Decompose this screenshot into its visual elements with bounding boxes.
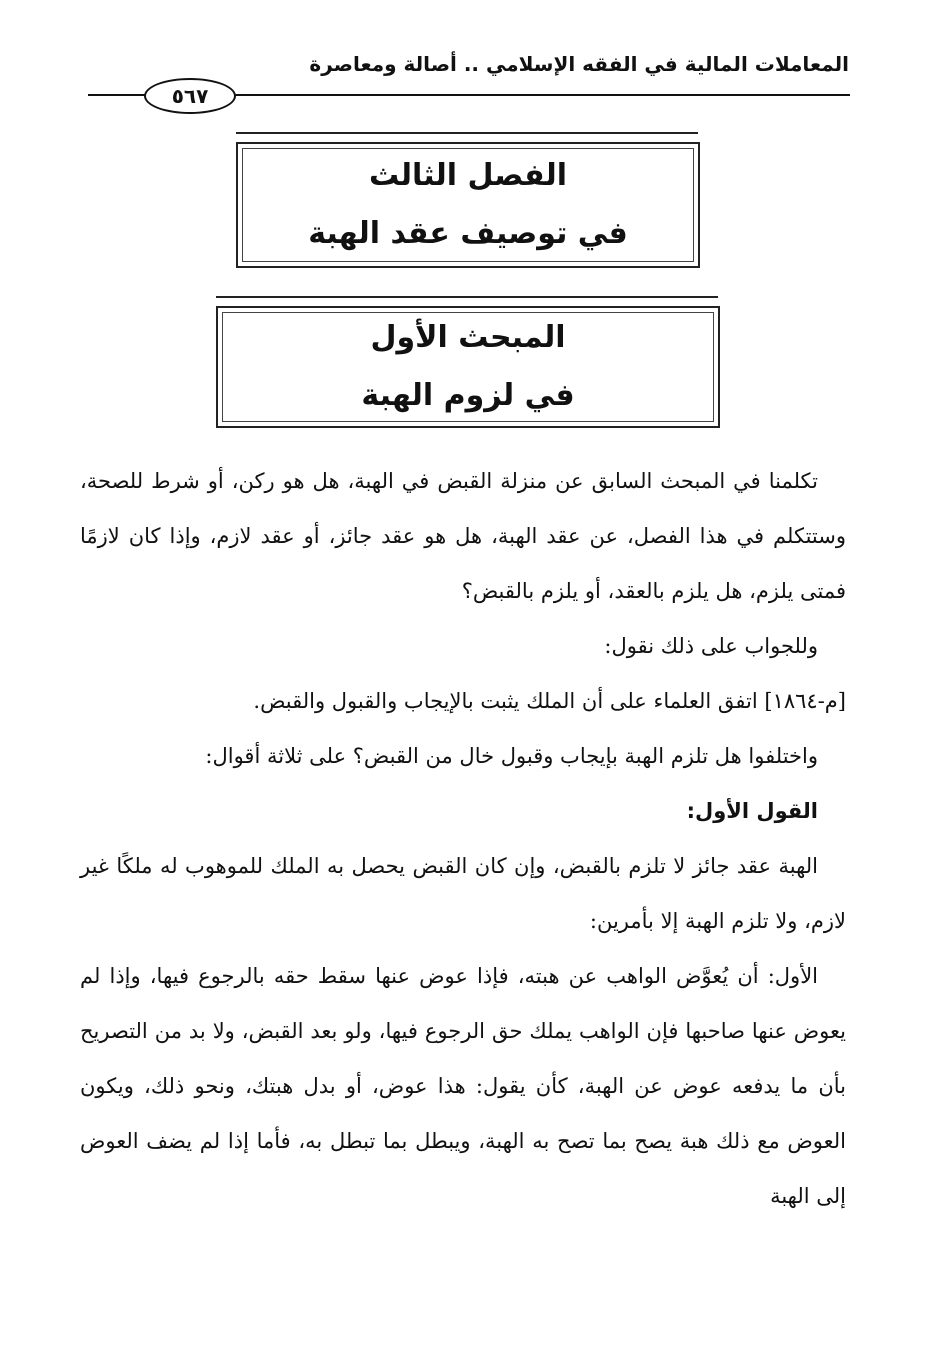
section-overline — [216, 296, 718, 298]
paragraph-intro: تكلمنا في المبحث السابق عن منزلة القبض في الهبة، هل هو ركن، أو شرط للصحة، وستتكلم في هذا الفصل، عن عقد الهبة، هل هو عقد جائز، أو عقد لازم، وإذا كان لازمًا فمتى يلزم، هل يلزم بالعقد، أو يلزم بالقبض؟ — [80, 469, 846, 603]
page-number: ٥٦٧ — [144, 78, 236, 114]
chapter-heading-frame — [236, 142, 700, 268]
paragraph-answer-lead: وللجواب على ذلك نقول: — [604, 634, 818, 658]
section-subtitle: في لزوم الهبة — [361, 378, 575, 413]
chapter-subtitle: في توصيف عقد الهبة — [308, 216, 628, 251]
chapter-title: الفصل الثالث — [369, 157, 568, 193]
first-opinion-heading: القول الأول: — [686, 799, 818, 823]
paragraph-first-condition: الأول: أن يُعوَّض الواهب عن هبته، فإذا عوض عنها سقط حقه بالرجوع فيها، وإذا لم يعوض عنها صاحبها فإن الواهب يملك حق الرجوع فيها، ولو بعد القبض، ولا بد من التصريح بأن ما يدفعه عوض عن الهبة، كأن يقول: هذا عوض، أو بدل هبتك، ونحو ذلك، ويكون العوض مع ذلك هبة يصح بما تصح به الهبة، ويبطل بما تبطل به، فأما إذا لم يضف العوض إلى الهبة — [80, 964, 846, 1208]
section-heading-frame — [216, 306, 720, 428]
section-title: المبحث الأول — [370, 319, 566, 355]
running-title: المعاملات المالية في الفقه الإسلامي .. أصالة ومعاصرة — [309, 52, 849, 76]
paragraph-first-opinion: الهبة عقد جائز لا تلزم بالقبض، وإن كان القبض يحصل به الملك للموهوب له ملكًا غير لازم، ولا تلزم الهبة إلا بأمرين: — [80, 854, 846, 933]
paragraph-consensus: [م-١٨٦٤] اتفق العلماء على أن الملك يثبت بالإيجاب والقبول والقبض. — [253, 689, 846, 713]
body-text — [80, 454, 846, 1224]
chapter-overline — [236, 132, 698, 134]
paragraph-disagreement: واختلفوا هل تلزم الهبة بإيجاب وقبول خال من القبض؟ على ثلاثة أقوال: — [205, 744, 818, 768]
